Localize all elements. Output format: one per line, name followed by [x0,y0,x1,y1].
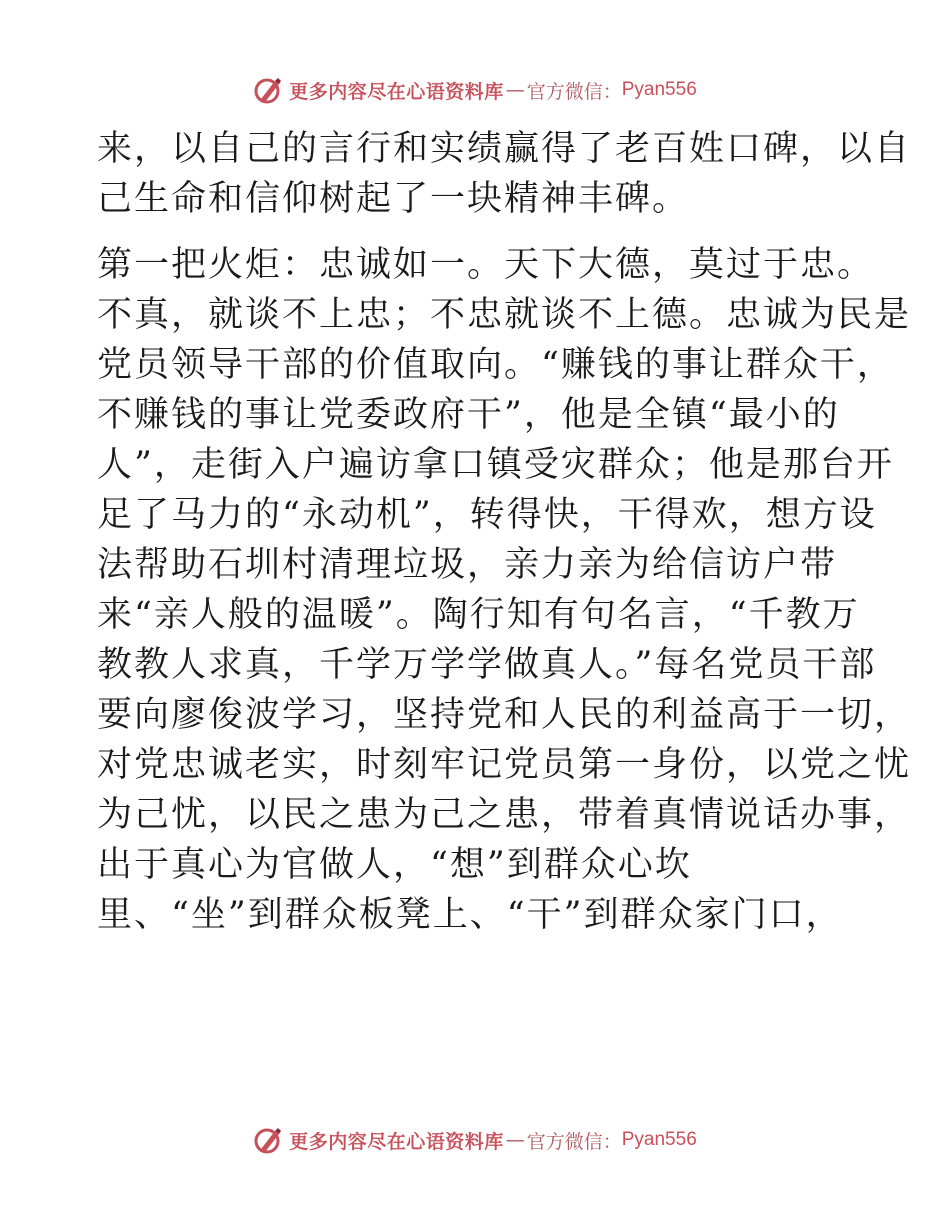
text-line: 来“亲人般的温暖”。陶行知有句名言，“千教万 [97,595,860,635]
footer-banner [0,1120,950,1160]
text-line: 教教人求真，千学万学学做真人。”每名党员干部 [97,645,877,685]
header-banner-text: 更多内容尽在心语资料库 [289,80,504,103]
text-line: 对党忠诚老实，时刻牢记党员第一身份，以党之忧 [97,745,912,785]
text-line: 里、“坐”到群众板凳上、“干”到群众家门口， [97,895,843,935]
text-line: 不赚钱的事让党委政府干”，他是全镇“最小的 [97,395,840,435]
text-line: 不真，就谈不上忠；不忠就谈不上德。忠诚为民是 [97,295,912,335]
text-line: 第一把火炬：忠诚如一。天下大德，莫过于忠。 [97,245,875,285]
footer-wechat-id: Pyan556 [621,1129,697,1150]
footer-banner-text: 更多内容尽在心语资料库 [289,1130,504,1153]
text-line: 足了马力的“永动机”，转得快，干得欢，想方设 [97,495,877,535]
paragraph [97,240,912,940]
header-banner-content [253,75,697,105]
header-wechat-id: Pyan556 [621,79,697,100]
header-banner-separator: — [505,79,525,101]
text-line: 己生命和信仰树起了一块精神丰碑。 [97,179,690,219]
text-line: 来，以自己的言行和实绩赢得了老百姓口碑，以自 [97,129,912,169]
text-line: 为己忧，以民之患为己之患，带着真情说话办事， [97,795,912,835]
footer-wechat-label: 官方微信： [526,1130,622,1153]
header-wechat-label: 官方微信： [526,80,622,103]
text-line: 法帮助石圳村清理垃圾，亲力亲为给信访户带 [97,545,838,585]
footer-banner-content [253,1125,697,1155]
header-banner [0,70,950,110]
pen-logo-icon [253,75,283,105]
footer-banner-separator: — [505,1129,525,1151]
paragraph [97,124,912,224]
text-line: 要向廖俊波学习，坚持党和人民的利益高于一切， [97,695,912,735]
pen-logo-icon [253,1125,283,1155]
text-line: 人”，走街入户遍访拿口镇受灾群众；他是那台开 [97,445,894,485]
text-line: 党员领导干部的价值取向。“赚钱的事让群众干， [97,345,894,385]
document-body [97,124,912,940]
text-line: 出于真心为官做人，“想”到群众心坎 [97,845,692,885]
